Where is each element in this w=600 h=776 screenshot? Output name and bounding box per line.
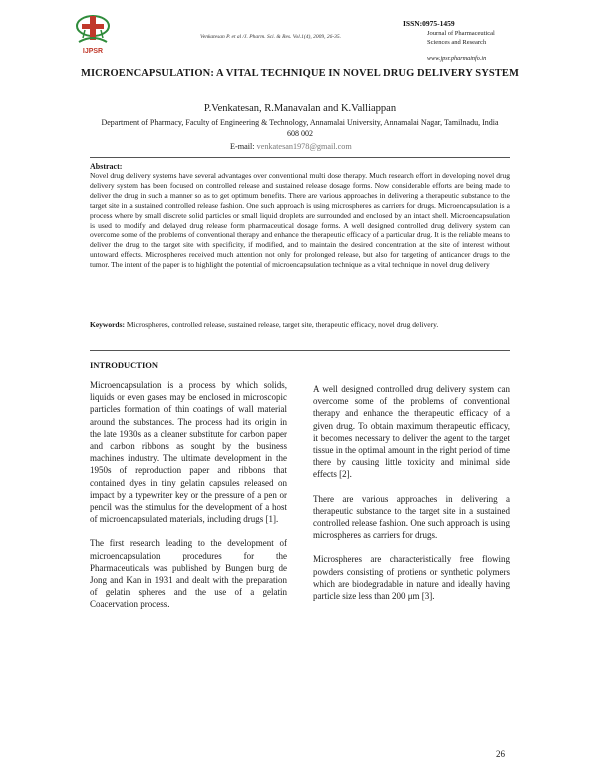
journal-name: Journal of Pharmaceutical Sciences and Research [427,30,495,46]
paragraph: A well designed controlled drug delivery system can overcome some of the problems of conventional therapy and enhance the therapeutic efficacy of a given drug. To obtain maximum therapeutic efficacy, it becomes necessary to deliver the agent to the target tissue in the optimal amount in the right period of time there by causing little toxicity and minimal side effects [2]. [313,384,510,480]
email-line [230,142,352,151]
authors: P.Venkatesan, R.Manavalan and K.Valliappan [203,103,397,114]
paragraph: The first research leading to the development of microencapsulation procedures for the Pharmaceuticals was published by Bungen burg de Jong and Kan in 1931 and dealt with the preparation of gelatin spheres and the use of a gelatin Coacervation process. [90,538,287,610]
keywords-label: Keywords: [90,320,125,329]
right-column [313,383,510,614]
divider [90,157,510,158]
abstract-text: Novel drug delivery systems have several advantages over conventional multi dose therapy. Much research effort in developing novel drug delivery system has been focused on controlled release and sustained release dosage forms. Now considerable efforts are being made to deliver the drug in such a manner so as to get optimum benefits. There are various approaches in delivering a therapeutic substance to the target site in a sustained controlled release fashion. One such approach is using microspheres as carriers for drugs. Microencapsulation is a process where by small discrete solid particles or small liquid droplets are surrounded and enclosed by an intact shell. Microencapsulation is used to modify and delayed drug release form pharmaceutical dosage forms. A well designed controlled drug delivery system can overcome some of the problems of conventional therapy and enhance the therapeutic efficacy of a particular drug. It is the reliable means to deliver the drug to the target site with specificity, if modified, and to maintain the desired concentration at the site of interest without untoward effects. Microspheres received much attention not only for prolonged release, but also for targeting of anticancer drugs to the tumor. The intent of the paper is to highlight the potential of microencapsulation technique as a vital technique in novel drug delivery [90,171,510,270]
section-heading-introduction: INTRODUCTION [90,360,159,370]
divider [90,350,510,351]
page-number: 26 [496,749,505,759]
issn: ISSN:0975-1459 [403,19,455,28]
keywords [90,320,510,330]
affiliation: Department of Pharmacy, Faculty of Engineering & Technology, Annamalai University, Annamalai Nagar, Tamilnadu, India 608 002 [101,118,499,138]
keywords-text: Microspheres, controlled release, sustained release, target site, therapeutic efficacy, novel drug delivery. [126,320,439,329]
abstract-heading: Abstract: [90,162,123,171]
paragraph: There are various approaches in delivering a therapeutic substance to the target site in a sustained controlled release fashion. One such approach is using microspheres as carriers for drugs. [313,493,510,541]
journal-logo [73,12,113,58]
left-column [90,379,287,623]
citation-line: Venkatesan P. et al /J. Pharm. Sci. & Res. Vol.1(4), 2009, 26-35. [200,34,342,40]
journal-url[interactable]: www.jpsr.pharmainfo.in [427,55,487,62]
paragraph: Microencapsulation is a process by which solids, liquids or even gases may be enclosed in microscopic particles formation of thin coatings of wall material around the substances. The process had its origin in the late 1930s as a cleaner substitute for carbon paper and carbon ribbons as sought by the business machines industry. The ultimate development in the 1950s of reproduction paper and ribbons that contained dyes in tiny gelatin capsules released on impact by a typewriter key or the pressure of a pen or pencil was the stimulus for the development of a host of microencapsulated materials, including drugs [1]. [90,380,287,525]
paragraph: Microspheres are characteristically free flowing powders consisting of protiens or synthetic polymers which are biodegradable in nature and ideally having particle size less than 200 μm [3]. [313,554,510,602]
email-link[interactable]: venkatesan1978@gmail.com [256,142,352,151]
logo-text: IJPSR [82,48,104,55]
article-title: MICROENCAPSULATION: A VITAL TECHNIQUE IN NOVEL DRUG DELIVERY SYSTEM [80,68,520,79]
email-label: E-mail: [230,142,255,151]
